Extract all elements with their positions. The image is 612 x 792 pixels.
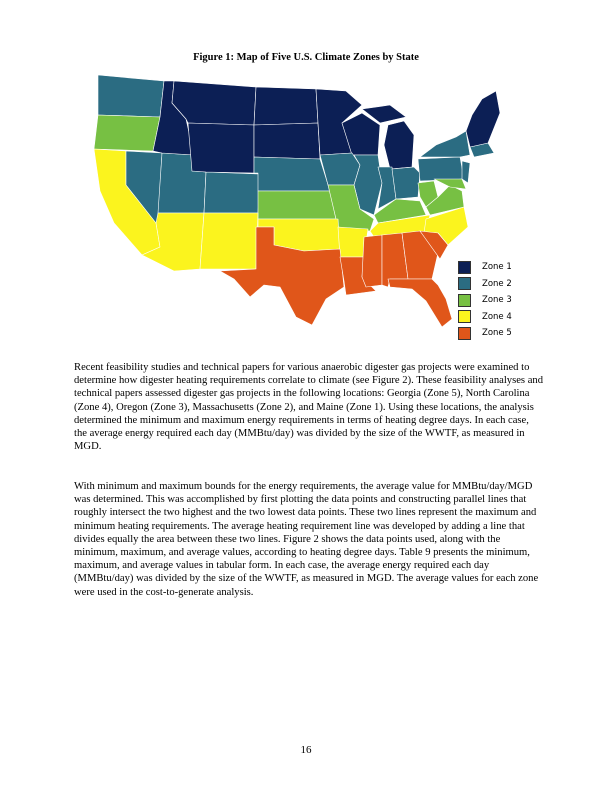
page-number: 16 — [300, 744, 312, 756]
state-north-dakota — [254, 87, 318, 125]
state-washington — [98, 75, 164, 117]
legend-item-zone-5 — [458, 325, 512, 342]
state-colorado — [204, 172, 260, 213]
legend-swatch — [458, 294, 471, 307]
state-new-york — [420, 131, 470, 157]
state-wyoming — [188, 123, 254, 173]
state-nebraska — [254, 157, 330, 191]
state-pennsylvania — [418, 157, 464, 181]
state-new-england-north — [466, 91, 500, 147]
state-new-mexico — [200, 213, 258, 269]
legend-swatch — [458, 261, 471, 274]
legend-label: Zone 2 — [482, 278, 512, 289]
legend-label: Zone 4 — [482, 311, 512, 322]
state-oregon — [94, 115, 160, 151]
legend-label: Zone 1 — [482, 262, 512, 273]
state-michigan — [384, 121, 414, 169]
legend-item-zone-3 — [458, 292, 512, 309]
legend-item-zone-1 — [458, 259, 512, 276]
state-mississippi — [362, 235, 382, 287]
legend-swatch — [458, 277, 471, 290]
map-legend — [458, 259, 512, 342]
state-ohio — [392, 167, 420, 199]
legend-item-zone-4 — [458, 309, 512, 326]
state-new-jersey — [462, 161, 470, 183]
body-paragraph-2: With minimum and maximum bounds for the energy requirements, the average value for MMBtu/day/MGD was determined. This was accomplished by first plotting the data points and constructing parallel lines that roughly intersect the two highest and the two lowest data points. These two lines represent the maximum and minimum heating requirements. The average heating requirement line was developed by adding a line that divides equally the area between these two lines. Figure 2 shows the data points used, along with the minimum, maximum, and average values, according to heating degree days. Table 9 presents the minimum, maximum, and average values in tabular form. In each case, the average energy required each day (MMBtu/day) was divided by the size of the WWTF, as measured in MGD. The average values for each zone were used in the cost-to-generate analysis. — [74, 481, 539, 598]
legend-swatch — [458, 310, 471, 323]
legend-item-zone-2 — [458, 276, 512, 293]
state-south-dakota — [254, 123, 320, 159]
legend-label: Zone 5 — [482, 328, 512, 339]
legend-swatch — [458, 327, 471, 340]
body-paragraph-1: Recent feasibility studies and technical papers for various anaerobic digester gas projects were examined to determine how digester heating requirements correlate to climate (see Figure 2). These feasibility analyses and technical papers assessed digester gas projects in the following locations: Georgia (Zone 5), North Carolina (Zone 4), Oregon (Zone 3), Massachusetts (Zone 2), and Maine (Zone 1). Using these locations, the analysis determined the minimum and maximum energy requirements in terms of heating degree days. In each case, the average energy required each day (MMBtu/day) was divided by the size of the WWTF, as measured in MGD. — [74, 362, 543, 453]
legend-label: Zone 3 — [482, 295, 512, 306]
us-climate-zone-map — [90, 73, 500, 333]
figure-caption: Figure 1: Map of Five U.S. Climate Zones by State — [193, 52, 419, 63]
state-florida — [388, 279, 452, 327]
state-kansas — [258, 191, 336, 219]
